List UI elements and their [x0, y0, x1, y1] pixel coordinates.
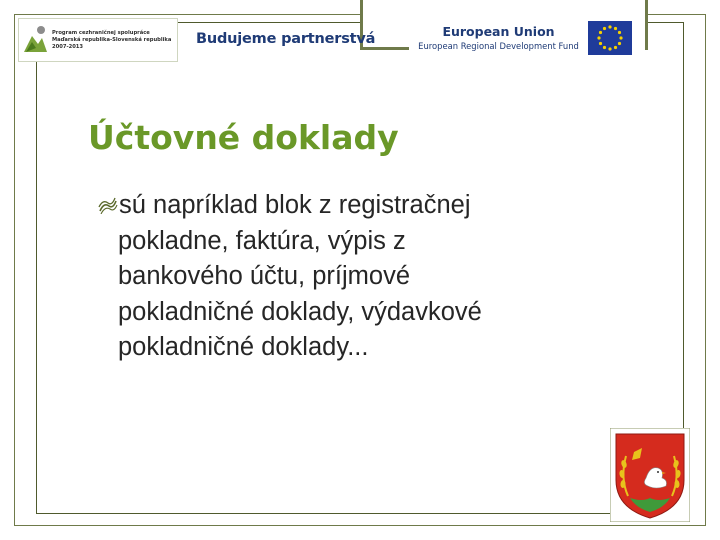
bullet-item [98, 188, 598, 224]
coat-of-arms-icon [610, 428, 690, 522]
bullet-line-text: pokladne, faktúra, výpis z [118, 226, 406, 255]
bullet-list [98, 188, 598, 366]
eu-logo [409, 18, 645, 58]
bullet-line-text: pokladničné doklady, výdavkové [118, 297, 482, 326]
slogan-text: Budujeme partnerstvá [196, 31, 376, 47]
program-logo-text: Program cezhraničnej spolupráce Maďarská republika-Slovenská republika 2007-2013 [52, 29, 172, 50]
eu-flag-icon [588, 21, 632, 55]
wave-bullet-icon [98, 196, 118, 214]
bullet-line-text: pokladničné doklady... [118, 333, 369, 361]
bullet-line-text: sú napríklad blok z registračnej [119, 191, 471, 219]
program-logo [18, 18, 178, 62]
bullet-line-text: bankového účtu, príjmové [118, 262, 411, 290]
program-logo-icon [22, 22, 48, 58]
eu-title: European Union [442, 24, 555, 39]
slide-title: Účtovné doklady [88, 118, 399, 157]
eu-subtitle: European Regional Development Fund [418, 41, 579, 51]
